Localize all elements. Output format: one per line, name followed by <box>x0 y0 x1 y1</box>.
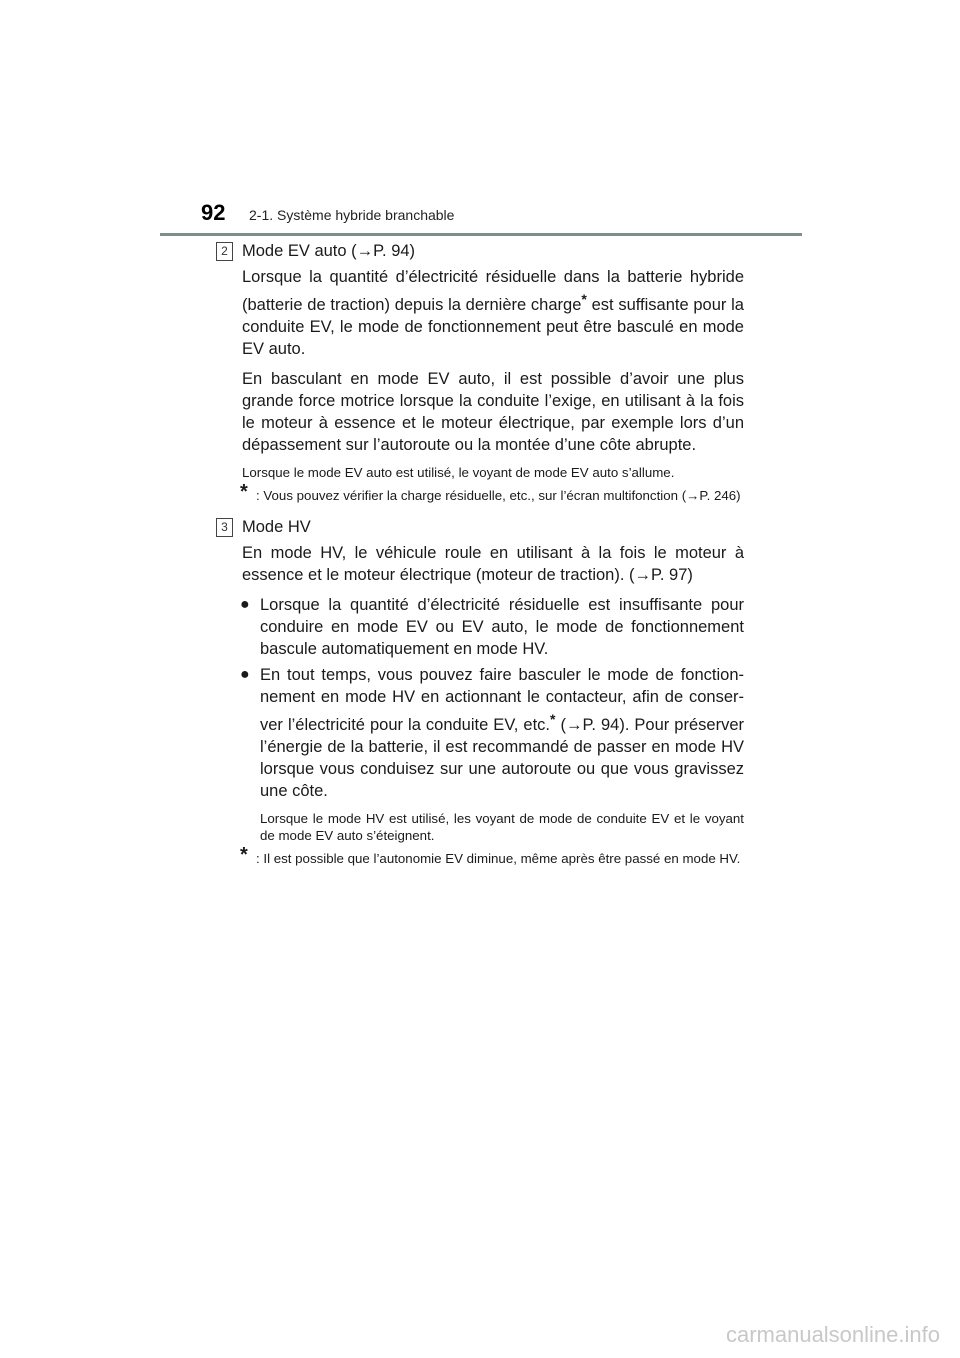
item-3-number: 3 <box>216 518 233 537</box>
header-rule <box>160 233 802 236</box>
item-3-heading <box>216 516 744 538</box>
item-2-title: Mode EV auto (→P. 94) <box>242 242 416 260</box>
bullet-icon: ● <box>240 666 250 683</box>
page-header <box>0 0 960 240</box>
item-3-bullet-1 <box>216 594 744 660</box>
asterisk-marker: * <box>581 291 587 307</box>
page-content <box>216 240 744 875</box>
item-3-note: Lorsque le mode HV est utilisé, les voyant de mode de conduite EV et le voyant de mode EV auto s’éteignent. <box>260 811 744 843</box>
item-3-footnote-text: : Il est possible que l’autonomie EV diminue, même après être passé en mode HV. <box>256 851 741 866</box>
item-3-bullet-2-text-b: (→P. 94). Pour préserver l’énergie de la batterie, il est recommandé de passer en mode HV lorsque vous conduisez sur une autoroute ou que vous gravissez une côte. <box>260 716 744 800</box>
bullet-icon: ● <box>240 596 250 613</box>
asterisk-marker: * <box>550 711 556 727</box>
item-3-paragraph: En mode HV, le véhicule roule en utilisant à la fois le moteur à essence et le moteur électrique (moteur de traction). (→P. 97) <box>242 544 744 584</box>
item-2-footnote <box>216 481 744 504</box>
item-2-heading <box>216 240 744 262</box>
item-2-paragraph-1 <box>242 266 744 360</box>
item-2-paragraph-1-text-a: Lorsque la quantité d’électricité résiduelle dans la batterie hybride (batterie de traction) depuis la dernière charge <box>242 268 744 314</box>
item-2-paragraph-2: En basculant en mode EV auto, il est possible d’avoir une plus grande force motrice lorsque la conduite l’exige, en utilisant à la fois le moteur à essence et le moteur électrique, par exemple lors d’un dépassement sur l’autoroute ou la montée d’une côte abrupte. <box>242 370 744 454</box>
watermark: carmanualsonline.info <box>725 1322 940 1347</box>
item-3-bullet-2-text-a: En tout temps, vous pouvez faire basculer le mode de fonction-nement en mode HV en actionnant le contacteur, afin de conser-ver l’électricité pour la conduite EV, etc. <box>260 666 744 734</box>
item-2-note: Lorsque le mode EV auto est utilisé, le voyant de mode EV auto s’allume. <box>242 465 675 480</box>
footnote-asterisk: * <box>240 844 248 866</box>
item-3-footnote <box>216 844 744 867</box>
section-title: 2-1. Système hybride branchable <box>249 207 455 223</box>
item-2-number: 2 <box>216 242 233 261</box>
item-2-paragraph-1-text-b: est suffisante pour la conduite EV, le mode de fonctionnement peut être basculé en mode EV auto. <box>242 296 744 358</box>
item-3-bullet-1-text: Lorsque la quantité d’électricité résiduelle est insuffisante pour conduire en mode EV ou EV auto, le mode de fonctionnement bascule automatiquement en mode HV. <box>260 596 744 658</box>
footnote-asterisk: * <box>240 481 248 503</box>
item-2-footnote-text: : Vous pouvez vérifier la charge résiduelle, etc., sur l’écran multifonction (→P. 246) <box>256 488 741 503</box>
page-number: 92 <box>201 200 226 225</box>
item-3-bullet-2 <box>216 664 744 802</box>
item-3-title: Mode HV <box>242 518 311 536</box>
